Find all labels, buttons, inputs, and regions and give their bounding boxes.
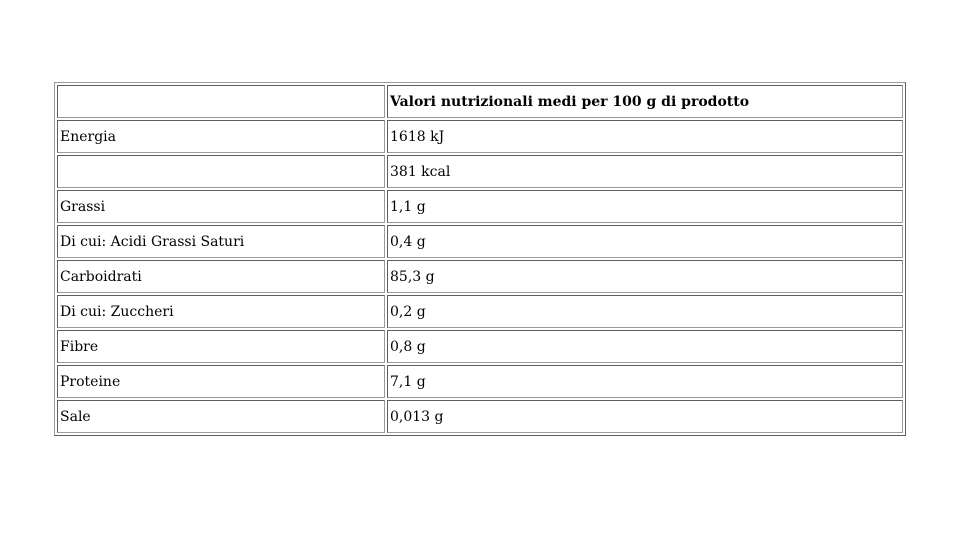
- row-value-cell: 0,4 g: [387, 225, 903, 258]
- table-row: [57, 260, 903, 293]
- row-value-cell: 0,013 g: [387, 400, 903, 433]
- header-value-cell: Valori nutrizionali medi per 100 g di prodotto: [387, 85, 903, 118]
- row-label-cell: Sale: [57, 400, 385, 433]
- row-value-cell: 1,1 g: [387, 190, 903, 223]
- table-row: [57, 295, 903, 328]
- row-label-cell: Proteine: [57, 365, 385, 398]
- row-value-cell: 1618 kJ: [387, 120, 903, 153]
- row-value-cell: 0,8 g: [387, 330, 903, 363]
- row-value-cell: 7,1 g: [387, 365, 903, 398]
- row-label-cell: Grassi: [57, 190, 385, 223]
- row-value-cell: 381 kcal: [387, 155, 903, 188]
- table-row: [57, 190, 903, 223]
- row-value-cell: 85,3 g: [387, 260, 903, 293]
- row-label-cell: Di cui: Acidi Grassi Saturi: [57, 225, 385, 258]
- row-label-cell: [57, 155, 385, 188]
- table-row: [57, 400, 903, 433]
- row-label-cell: Fibre: [57, 330, 385, 363]
- table-row: [57, 225, 903, 258]
- nutrition-table: [54, 82, 906, 436]
- row-label-cell: Di cui: Zuccheri: [57, 295, 385, 328]
- table-header-row: [57, 85, 903, 118]
- row-label-cell: Energia: [57, 120, 385, 153]
- row-value-cell: 0,2 g: [387, 295, 903, 328]
- table-row: [57, 330, 903, 363]
- table-row: [57, 120, 903, 153]
- table-row: [57, 155, 903, 188]
- table-row: [57, 365, 903, 398]
- row-label-cell: Carboidrati: [57, 260, 385, 293]
- header-label-cell: [57, 85, 385, 118]
